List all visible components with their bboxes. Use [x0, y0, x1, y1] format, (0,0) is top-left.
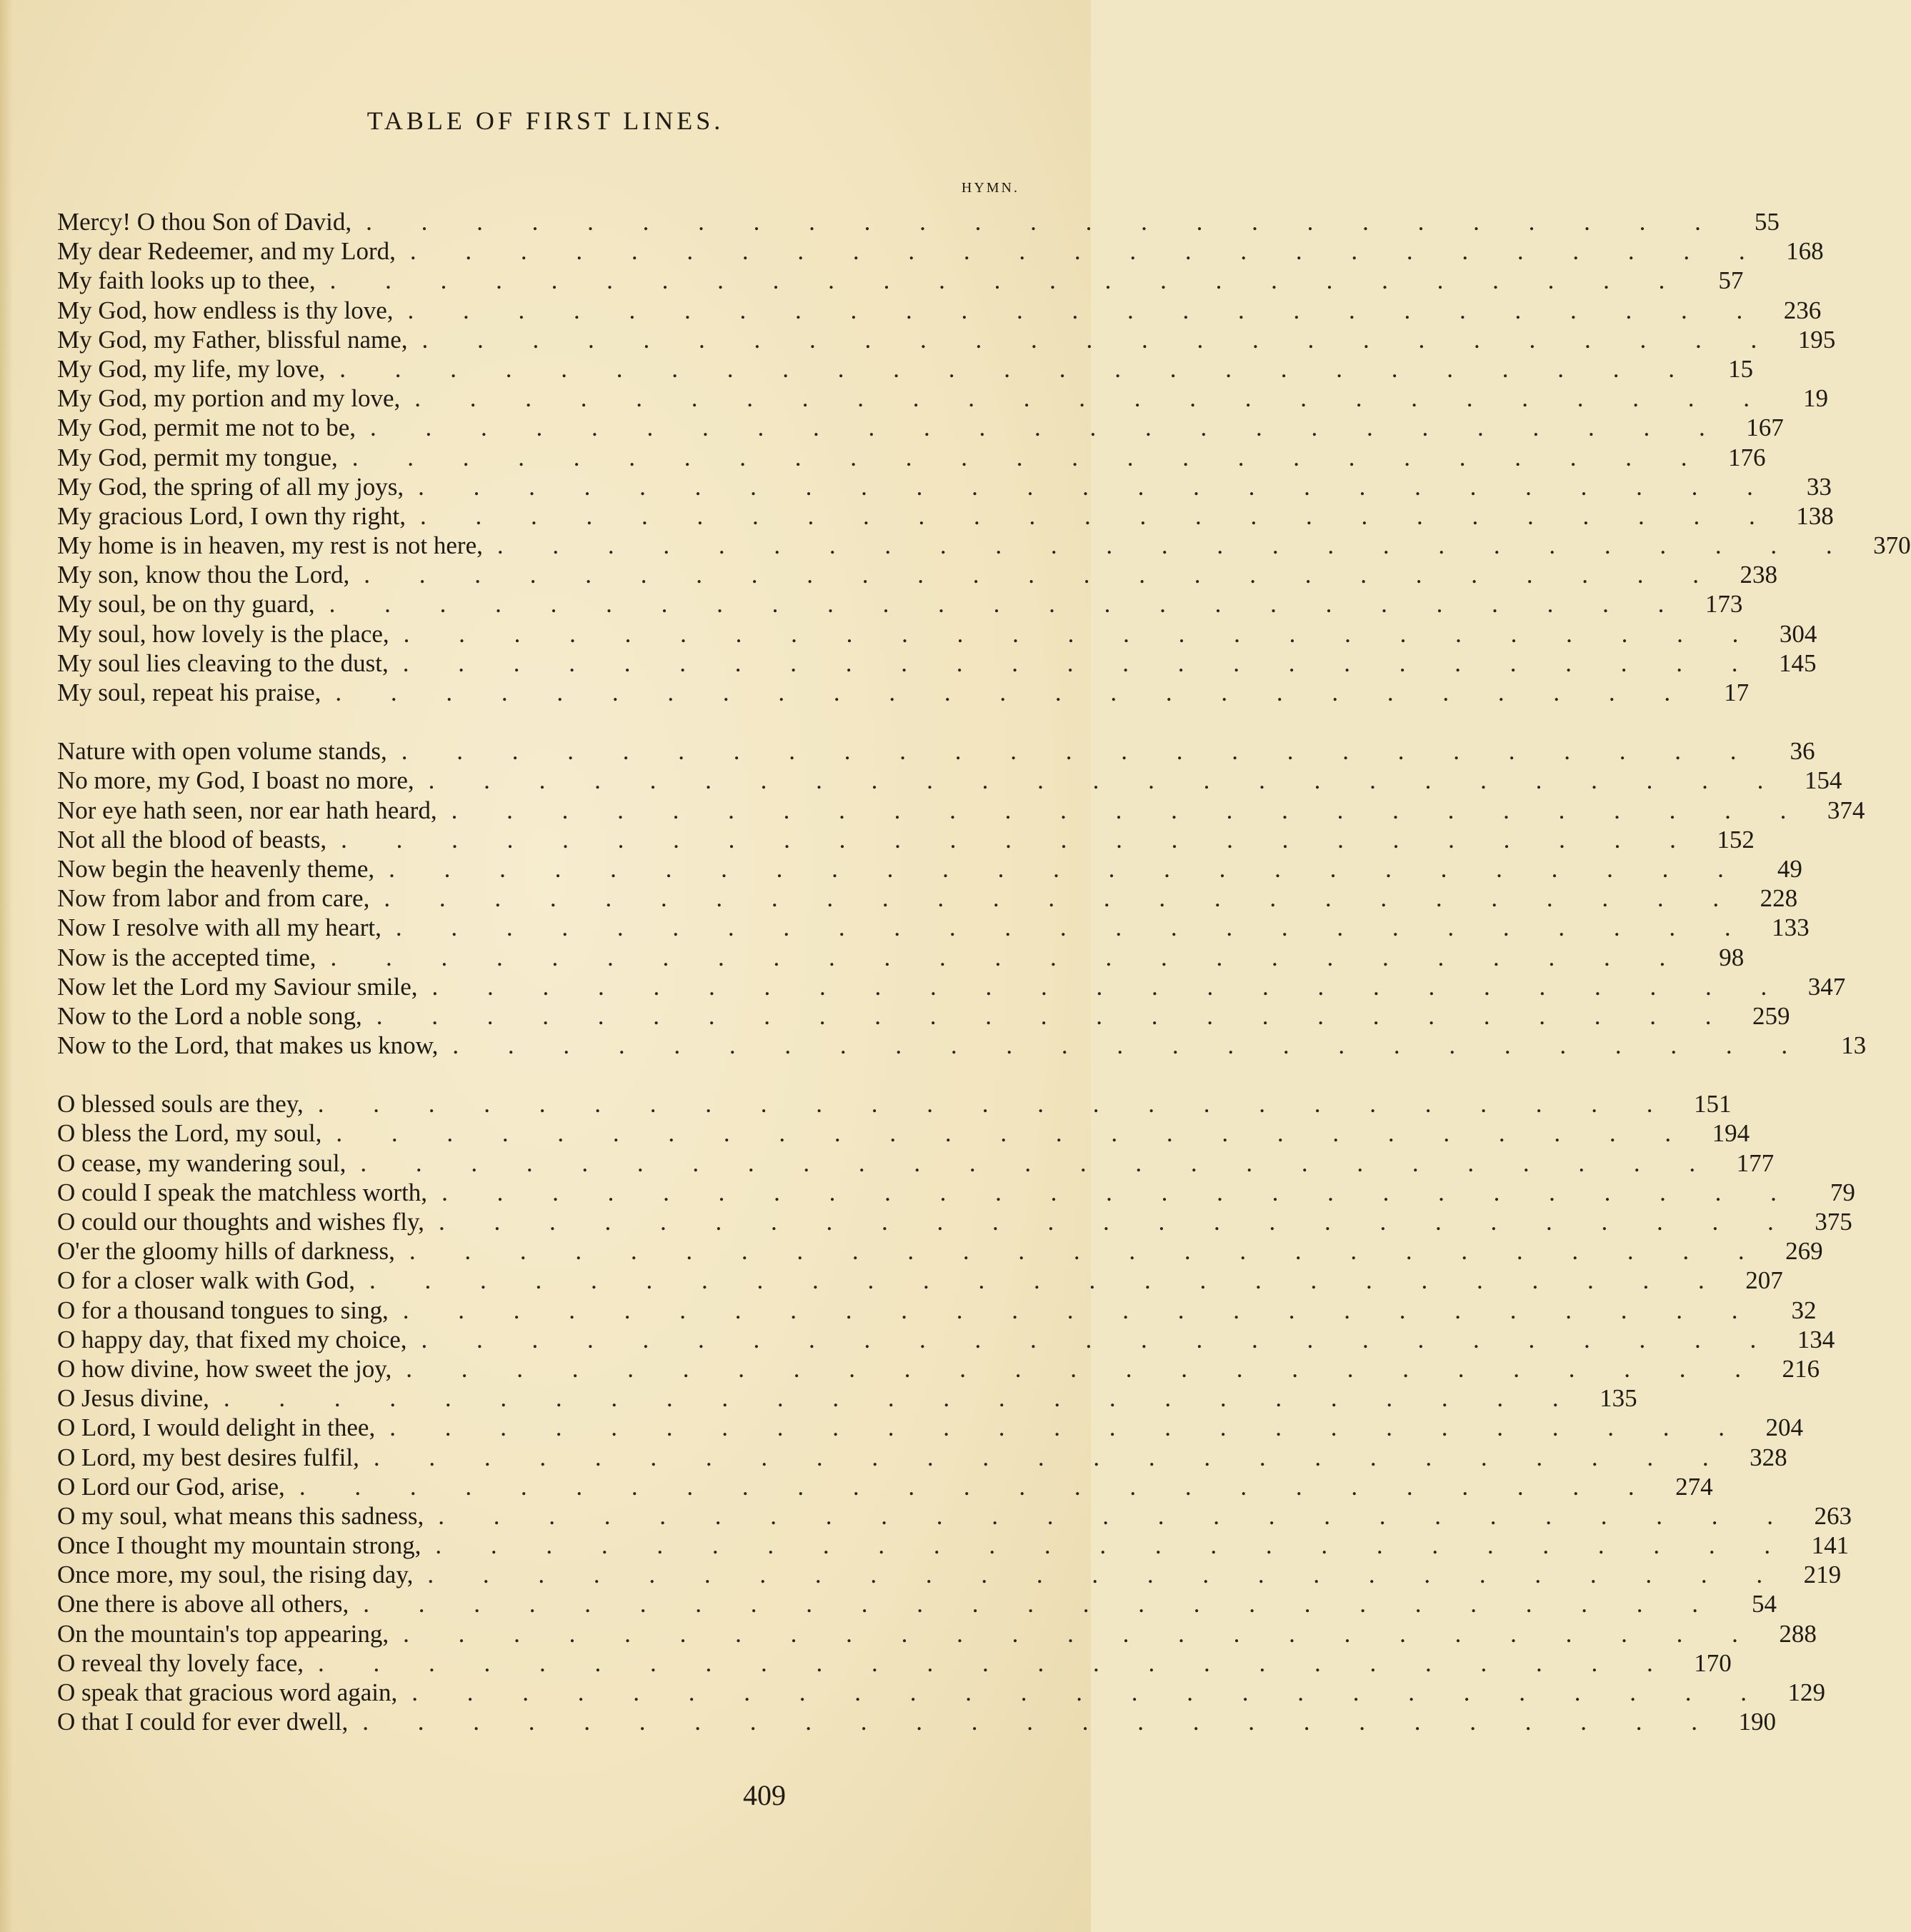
- first-line-text: On the mountain's top appearing,: [57, 1619, 389, 1648]
- first-line-entry: [57, 972, 1846, 1001]
- first-line-text: Now begin the heavenly theme,: [57, 854, 375, 883]
- first-line-entry: [57, 207, 1780, 236]
- first-line-entry: [57, 1354, 1820, 1383]
- dot-leader: . . . . . . . . . . . . . . . . . . . . . . . . .: [441, 1178, 1798, 1206]
- hymn-number: 204: [1765, 1413, 1803, 1442]
- first-line-text: Mercy! O thou Son of David,: [57, 208, 352, 236]
- first-line-text: Now to the Lord a noble song,: [57, 1001, 362, 1030]
- dot-leader: . . . . . . . . . . . . . . . . . . . . . . . . .: [497, 531, 1854, 560]
- dot-leader: . . . . . . . . . . . . . . . . . . . . . . . . .: [419, 501, 1777, 530]
- first-line-text: My God, the spring of all my joys,: [57, 472, 404, 501]
- first-line-entry: [57, 413, 1784, 442]
- first-line-text: O Lord, I would delight in thee,: [57, 1413, 376, 1442]
- first-line-entry: [57, 649, 1817, 678]
- hymn-number: 176: [1728, 443, 1766, 471]
- first-line-text: O that I could for ever dwell,: [57, 1708, 349, 1736]
- hymn-number: 375: [1815, 1208, 1852, 1236]
- hymn-number: 347: [1807, 972, 1846, 1001]
- first-line-entry: [57, 1296, 1817, 1325]
- dot-leader: . . . . . . . . . . . . . . . . . . . . . . . . .: [403, 619, 1760, 648]
- first-line-text: O Lord our God, arise,: [57, 1472, 285, 1501]
- dot-leader: . . . . . . . . . . . . . . . . . . . . . . . . .: [329, 590, 1686, 619]
- first-line-entry: [57, 1531, 1850, 1560]
- first-line-entry: [57, 1031, 1867, 1060]
- hymn-number: 216: [1782, 1354, 1820, 1383]
- first-line-text: O my soul, what means this sadness,: [57, 1501, 424, 1530]
- dot-leader: . . . . . . . . . . . . . . . . . . . . . . . . .: [431, 972, 1789, 1001]
- hymn-number: 228: [1760, 884, 1798, 913]
- first-line-entry: [57, 1325, 1835, 1354]
- hymn-number: 190: [1738, 1708, 1776, 1736]
- first-line-text: Once more, my soul, the rising day,: [57, 1561, 414, 1589]
- dot-leader: . . . . . . . . . . . . . . . . . . . . . . . . .: [360, 1148, 1717, 1177]
- first-line-text: O how divine, how sweet the joy,: [57, 1354, 392, 1383]
- hymn-column-label: HYMN.: [961, 180, 1019, 196]
- first-line-text: Nature with open volume stands,: [57, 737, 387, 766]
- first-line-entry: [57, 1501, 1852, 1531]
- dot-leader: . . . . . . . . . . . . . . . . . . . . . . . . .: [369, 1266, 1726, 1295]
- first-line-entry: [57, 1148, 1775, 1178]
- first-line-text: O for a closer walk with God,: [57, 1266, 355, 1295]
- first-line-text: My God, my Father, blissful name,: [57, 325, 408, 354]
- dot-leader: . . . . . . . . . . . . . . . . . . . . . . . . .: [406, 1354, 1762, 1383]
- first-line-entry: [57, 1619, 1817, 1648]
- dot-leader: . . . . . . . . . . . . . . . . . . . . . . . . .: [421, 1325, 1778, 1353]
- hymn-number: 236: [1783, 296, 1822, 324]
- hymn-number: 219: [1803, 1561, 1842, 1589]
- first-line-text: O Jesus divine,: [57, 1384, 209, 1413]
- dot-leader: . . . . . . . . . . . . . . . . . . . . . . . . .: [427, 1561, 1785, 1589]
- first-line-entry: [57, 354, 1753, 384]
- first-line-entry: [57, 1413, 1803, 1442]
- dot-leader: . . . . . . . . . . . . . . . . . . . . . . . . .: [395, 914, 1752, 942]
- hymn-number: 194: [1712, 1119, 1750, 1148]
- dot-leader: . . . . . . . . . . . . . . . . . . . . . . . . .: [402, 649, 1760, 677]
- first-line-text: Once I thought my mountain strong,: [57, 1531, 421, 1560]
- dot-leader: . . . . . . . . . . . . . . . . . . . . . . . . .: [389, 1413, 1746, 1442]
- hymn-number: 17: [1724, 679, 1750, 706]
- first-line-text: O happy day, that fixed my choice,: [57, 1325, 407, 1353]
- first-line-text: O'er the gloomy hills of darkness,: [57, 1237, 395, 1266]
- dot-leader: . . . . . . . . . . . . . . . . . . . . . . . . .: [364, 561, 1721, 589]
- first-line-entry: [57, 472, 1832, 501]
- first-line-entry: [57, 1089, 1732, 1118]
- first-line-entry: [57, 619, 1817, 649]
- first-line-text: Now let the Lord my Saviour smile,: [57, 972, 418, 1001]
- hymn-number: 288: [1779, 1619, 1817, 1648]
- hymn-number: 36: [1790, 737, 1815, 766]
- dot-leader: . . . . . . . . . . . . . . . . . . . . . . . . .: [341, 825, 1697, 854]
- first-line-text: My soul, repeat his praise,: [57, 679, 321, 706]
- hymn-number: 32: [1791, 1296, 1817, 1324]
- first-line-text: My home is in heaven, my rest is not here,: [57, 531, 483, 560]
- hymn-number: 13: [1841, 1031, 1867, 1060]
- dot-leader: . . . . . . . . . . . . . . . . . . . . . . . . .: [409, 1237, 1766, 1266]
- dot-leader: . . . . . . . . . . . . . . . . . . . . . . . . .: [363, 1590, 1720, 1618]
- alphabet-section: [57, 1089, 1855, 1736]
- first-line-entry: [57, 1266, 1783, 1295]
- first-line-text: One there is above all others,: [57, 1590, 349, 1618]
- first-lines-table: [57, 207, 1911, 1736]
- dot-leader: . . . . . . . . . . . . . . . . . . . . . . . . .: [317, 1648, 1675, 1677]
- dot-leader: . . . . . . . . . . . . . . . . . . . . . . . . .: [407, 296, 1765, 324]
- page-number: 409: [743, 1779, 786, 1811]
- dot-leader: . . . . . . . . . . . . . . . . . . . . . . . . .: [402, 1296, 1760, 1324]
- first-line-entry: [57, 1707, 1776, 1736]
- alphabet-section: [57, 207, 1911, 707]
- first-line-text: My God, my portion and my love,: [57, 384, 401, 413]
- dot-leader: . . . . . . . . . . . . . . . . . . . . . . . . .: [351, 443, 1709, 471]
- hymn-number: 370: [1873, 531, 1911, 560]
- first-line-entry: [57, 443, 1766, 472]
- dot-leader: . . . . . . . . . . . . . . . . . . . . . . . . .: [373, 1443, 1730, 1471]
- first-line-entry: [57, 1472, 1713, 1501]
- hymn-number: 49: [1777, 854, 1802, 883]
- first-line-entry: [57, 1648, 1732, 1678]
- first-line-entry: [57, 560, 1778, 589]
- dot-leader: . . . . . . . . . . . . . . . . . . . . . . . . .: [401, 737, 1758, 766]
- page-title: TABLE OF FIRST LINES.: [366, 106, 724, 135]
- first-line-text: My soul, how lovely is the place,: [57, 619, 389, 648]
- dot-leader: . . . . . . . . . . . . . . . . . . . . . . . . .: [329, 266, 1687, 295]
- first-line-text: O cease, my wandering soul,: [57, 1148, 346, 1177]
- first-line-entry: [57, 884, 1798, 913]
- hymn-number: 54: [1751, 1590, 1777, 1618]
- hymn-number: 328: [1750, 1443, 1787, 1471]
- hymn-number: 259: [1752, 1001, 1790, 1030]
- dot-leader: . . . . . . . . . . . . . . . . . . . . . . . . .: [366, 208, 1722, 236]
- dot-leader: . . . . . . . . . . . . . . . . . . . . . . . . .: [418, 472, 1775, 501]
- hymn-number: 19: [1803, 384, 1828, 413]
- page-edge-shadow: [0, 0, 13, 1932]
- dot-leader: . . . . . . . . . . . . . . . . . . . . . . . . .: [421, 325, 1779, 354]
- hymn-number: 151: [1694, 1090, 1732, 1118]
- first-line-entry: [57, 1178, 1855, 1207]
- first-line-text: No more, my God, I boast no more,: [57, 766, 414, 795]
- hymn-number: 167: [1746, 414, 1784, 442]
- hymn-number: 152: [1717, 825, 1755, 854]
- dot-leader: . . . . . . . . . . . . . . . . . . . . . . . . .: [317, 1090, 1675, 1118]
- hymn-number: 57: [1718, 266, 1744, 295]
- first-line-entry: [57, 1560, 1842, 1589]
- dot-leader: . . . . . . . . . . . . . . . . . . . . . . . . .: [452, 1031, 1810, 1060]
- first-line-entry: [57, 531, 1911, 560]
- first-line-text: My soul lies cleaving to the dust,: [57, 649, 389, 677]
- hymn-number: 207: [1745, 1266, 1783, 1295]
- dot-leader: . . . . . . . . . . . . . . . . . . . . . . . . .: [414, 384, 1771, 413]
- dot-leader: . . . . . . . . . . . . . . . . . . . . . . . . .: [330, 943, 1687, 971]
- first-line-entry: [57, 736, 1815, 766]
- first-line-entry: [57, 854, 1802, 884]
- first-line-text: My son, know thou the Lord,: [57, 561, 350, 589]
- hymn-number: 15: [1728, 354, 1753, 383]
- hymn-number: 238: [1740, 561, 1778, 589]
- first-line-text: My gracious Lord, I own thy right,: [57, 501, 406, 530]
- hymn-number: 274: [1675, 1472, 1713, 1501]
- first-line-text: My God, permit me not to be,: [57, 414, 356, 442]
- first-line-entry: [57, 384, 1828, 413]
- hymn-number: 374: [1827, 796, 1865, 824]
- first-line-text: O could I speak the matchless worth,: [57, 1178, 428, 1206]
- first-line-entry: [57, 1236, 1823, 1266]
- hymn-number: 170: [1694, 1648, 1732, 1677]
- hymn-number: 173: [1705, 590, 1743, 619]
- hymn-number: 154: [1804, 766, 1842, 795]
- first-line-text: Now from labor and from care,: [57, 884, 370, 913]
- first-line-entry: [57, 1383, 1637, 1413]
- first-line-entry: [57, 1118, 1750, 1148]
- dot-leader: . . . . . . . . . . . . . . . . . . . . . . . . .: [438, 1208, 1795, 1236]
- hymn-number: 33: [1806, 472, 1832, 501]
- first-line-text: O reveal thy lovely face,: [57, 1648, 304, 1677]
- first-line-text: My God, my life, my love,: [57, 354, 326, 383]
- first-line-entry: [57, 678, 1750, 707]
- dot-leader: . . . . . . . . . . . . . . . . . . . . . . . . .: [428, 766, 1785, 795]
- first-line-entry: [57, 766, 1842, 795]
- first-line-entry: [57, 1678, 1825, 1707]
- hymn-number: 269: [1785, 1237, 1823, 1266]
- first-line-text: My soul, be on thy guard,: [57, 590, 315, 619]
- first-line-text: My dear Redeemer, and my Lord,: [57, 237, 396, 266]
- first-line-text: O could our thoughts and wishes fly,: [57, 1208, 424, 1236]
- dot-leader: . . . . . . . . . . . . . . . . . . . . . . . . .: [362, 1708, 1719, 1736]
- hymn-number: 304: [1779, 619, 1817, 648]
- first-line-entry: [57, 325, 1836, 354]
- first-line-entry: [57, 296, 1822, 325]
- hymn-number: 79: [1830, 1178, 1855, 1206]
- first-line-entry: [57, 589, 1743, 619]
- first-line-text: O blessed souls are they,: [57, 1090, 304, 1118]
- hymn-number: 177: [1736, 1148, 1775, 1177]
- hymn-number: 138: [1796, 501, 1834, 530]
- dot-leader: . . . . . . . . . . . . . . . . . . . . . . . . .: [435, 1531, 1792, 1560]
- first-line-entry: [57, 1443, 1787, 1472]
- first-line-text: O speak that gracious word again,: [57, 1678, 398, 1706]
- hymn-number: 168: [1786, 237, 1824, 266]
- dot-leader: . . . . . . . . . . . . . . . . . . . . . . . . .: [376, 1001, 1733, 1030]
- dot-leader: . . . . . . . . . . . . . . . . . . . . . . . . .: [451, 796, 1808, 824]
- first-line-text: Nor eye hath seen, nor ear hath heard,: [57, 796, 437, 824]
- hymn-number: 133: [1772, 914, 1810, 942]
- first-line-entry: [57, 266, 1744, 295]
- dot-leader: . . . . . . . . . . . . . . . . . . . . . . . . .: [438, 1501, 1795, 1530]
- dot-leader: . . . . . . . . . . . . . . . . . . . . . . . . .: [403, 1619, 1760, 1648]
- first-line-entry: [57, 236, 1824, 266]
- hymn-number: 195: [1797, 325, 1836, 354]
- dot-leader: . . . . . . . . . . . . . . . . . . . . . . . . .: [370, 414, 1727, 442]
- first-line-entry: [57, 796, 1865, 825]
- dot-leader: . . . . . . . . . . . . . . . . . . . . . . . . .: [384, 884, 1741, 913]
- first-line-text: O bless the Lord, my soul,: [57, 1119, 322, 1148]
- first-line-text: Now I resolve with all my heart,: [57, 914, 381, 942]
- hymn-number: 135: [1600, 1384, 1637, 1413]
- hymn-number: 98: [1719, 943, 1745, 971]
- hymn-number: 145: [1778, 649, 1817, 677]
- first-line-text: Not all the blood of beasts,: [57, 825, 327, 854]
- dot-leader: . . . . . . . . . . . . . . . . . . . . . . . . .: [336, 1119, 1693, 1148]
- dot-leader: . . . . . . . . . . . . . . . . . . . . . . . . .: [389, 854, 1745, 883]
- first-line-text: O for a thousand tongues to sing,: [57, 1296, 389, 1324]
- dot-leader: . . . . . . . . . . . . . . . . . . . . . . . . .: [409, 237, 1767, 266]
- hymn-number: 263: [1814, 1501, 1852, 1530]
- dot-leader: . . . . . . . . . . . . . . . . . . . . . . . . .: [299, 1472, 1656, 1501]
- alphabet-section: [57, 736, 1867, 1060]
- hymn-number: 141: [1811, 1531, 1850, 1560]
- first-line-text: Now to the Lord, that makes us know,: [57, 1031, 439, 1060]
- dot-leader: . . . . . . . . . . . . . . . . . . . . . . . . .: [223, 1384, 1580, 1413]
- first-line-entry: [57, 943, 1745, 972]
- hymn-number: 55: [1754, 208, 1780, 236]
- dot-leader: . . . . . . . . . . . . . . . . . . . . . . . . .: [335, 679, 1692, 706]
- first-line-entry: [57, 1589, 1777, 1618]
- first-line-entry: [57, 913, 1810, 942]
- first-line-entry: [57, 501, 1834, 531]
- first-line-text: My faith looks up to thee,: [57, 266, 316, 295]
- first-line-text: My God, permit my tongue,: [57, 443, 338, 471]
- first-line-entry: [57, 825, 1755, 854]
- hymn-number: 129: [1787, 1678, 1825, 1706]
- first-line-text: O Lord, my best desires fulfil,: [57, 1443, 359, 1471]
- hymn-number: 134: [1797, 1325, 1835, 1353]
- first-line-text: My God, how endless is thy love,: [57, 296, 394, 324]
- first-line-entry: [57, 1001, 1790, 1031]
- first-line-entry: [57, 1207, 1852, 1236]
- dot-leader: . . . . . . . . . . . . . . . . . . . . . . . . .: [411, 1678, 1768, 1706]
- first-line-text: Now is the accepted time,: [57, 943, 316, 971]
- dot-leader: . . . . . . . . . . . . . . . . . . . . . . . . .: [339, 354, 1696, 383]
